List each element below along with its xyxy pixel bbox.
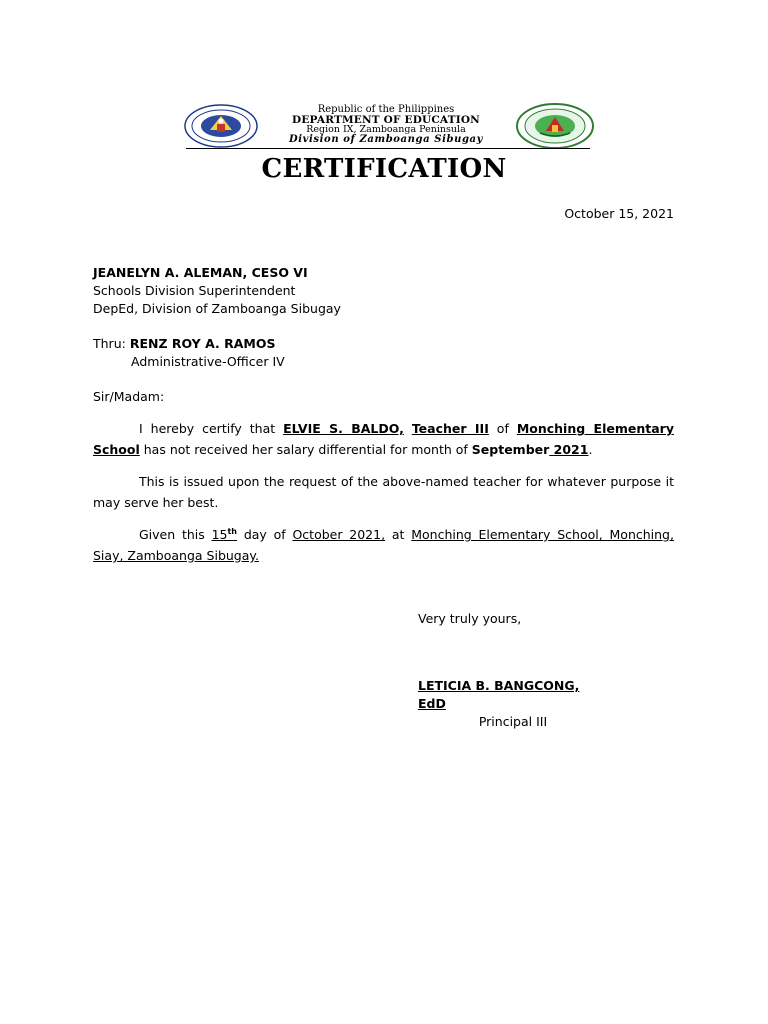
given-month-year: October 2021,	[292, 527, 386, 542]
body-paragraph-1	[93, 418, 674, 460]
signatory-name: LETICIA B. BANGCONG, EdD	[418, 678, 580, 711]
addressee-block	[93, 264, 341, 318]
p1-text-2	[404, 421, 412, 436]
given-day-number: 15	[211, 527, 228, 542]
teacher-name: ELVIE S. BALDO,	[283, 421, 404, 436]
p1-text-4: has not received her salary differential for month of	[139, 442, 472, 457]
teacher-position: Teacher III	[411, 421, 489, 436]
closing: Very truly yours,	[418, 611, 522, 626]
given-day-suffix: th	[227, 526, 238, 536]
p3-text-3: at	[385, 527, 412, 542]
signatory-block	[418, 677, 598, 731]
addressee-name: JEANELYN A. ALEMAN, CESO VI	[93, 265, 308, 280]
addressee-position: Schools Division Superintendent	[93, 283, 296, 298]
division-seal-icon	[516, 103, 594, 149]
thru-position: Administrative-Officer IV	[131, 354, 285, 369]
letterhead-division: Division of Zamboanga Sibugay	[288, 134, 484, 145]
salary-year: 2021	[553, 442, 589, 457]
thru-name: RENZ ROY A. RAMOS	[129, 336, 276, 351]
deped-seal-icon	[184, 104, 258, 148]
letterhead-rule	[186, 148, 590, 149]
letterhead-department: DEPARTMENT OF EDUCATION	[292, 114, 480, 126]
thru-label: Thru:	[93, 336, 126, 351]
p3-text-1: Given this	[139, 527, 212, 542]
given-place: Monching Elementary School, Monching, Siay, Zamboanga Sibugay.	[93, 527, 674, 563]
given-day	[212, 527, 237, 542]
body-paragraph-3	[93, 524, 674, 566]
page-title: CERTIFICATION	[261, 154, 507, 184]
p1-text-3: of	[488, 421, 517, 436]
letterhead-region: Region IX, Zamboanga Peninsula	[306, 124, 466, 135]
letterhead-text	[270, 105, 502, 145]
school-name: Monching Elementary School	[93, 421, 674, 457]
p2-text: This is issued upon the request of the above-named teacher for whatever purpose it may serve her best.	[93, 474, 674, 510]
document-date: October 15, 2021	[564, 206, 674, 221]
signatory-position: Principal III	[478, 714, 548, 729]
p3-text-2: day of	[237, 527, 293, 542]
body-paragraph-2	[93, 471, 674, 513]
salary-month: September	[471, 442, 550, 457]
letterhead-republic: Republic of the Philippines	[317, 104, 455, 115]
p1-text-1: I hereby certify that	[139, 421, 284, 436]
thru-block	[93, 335, 285, 371]
salutation: Sir/Madam:	[93, 389, 165, 404]
p1-text-6: .	[588, 442, 593, 457]
addressee-office: DepEd, Division of Zamboanga Sibugay	[93, 301, 341, 316]
